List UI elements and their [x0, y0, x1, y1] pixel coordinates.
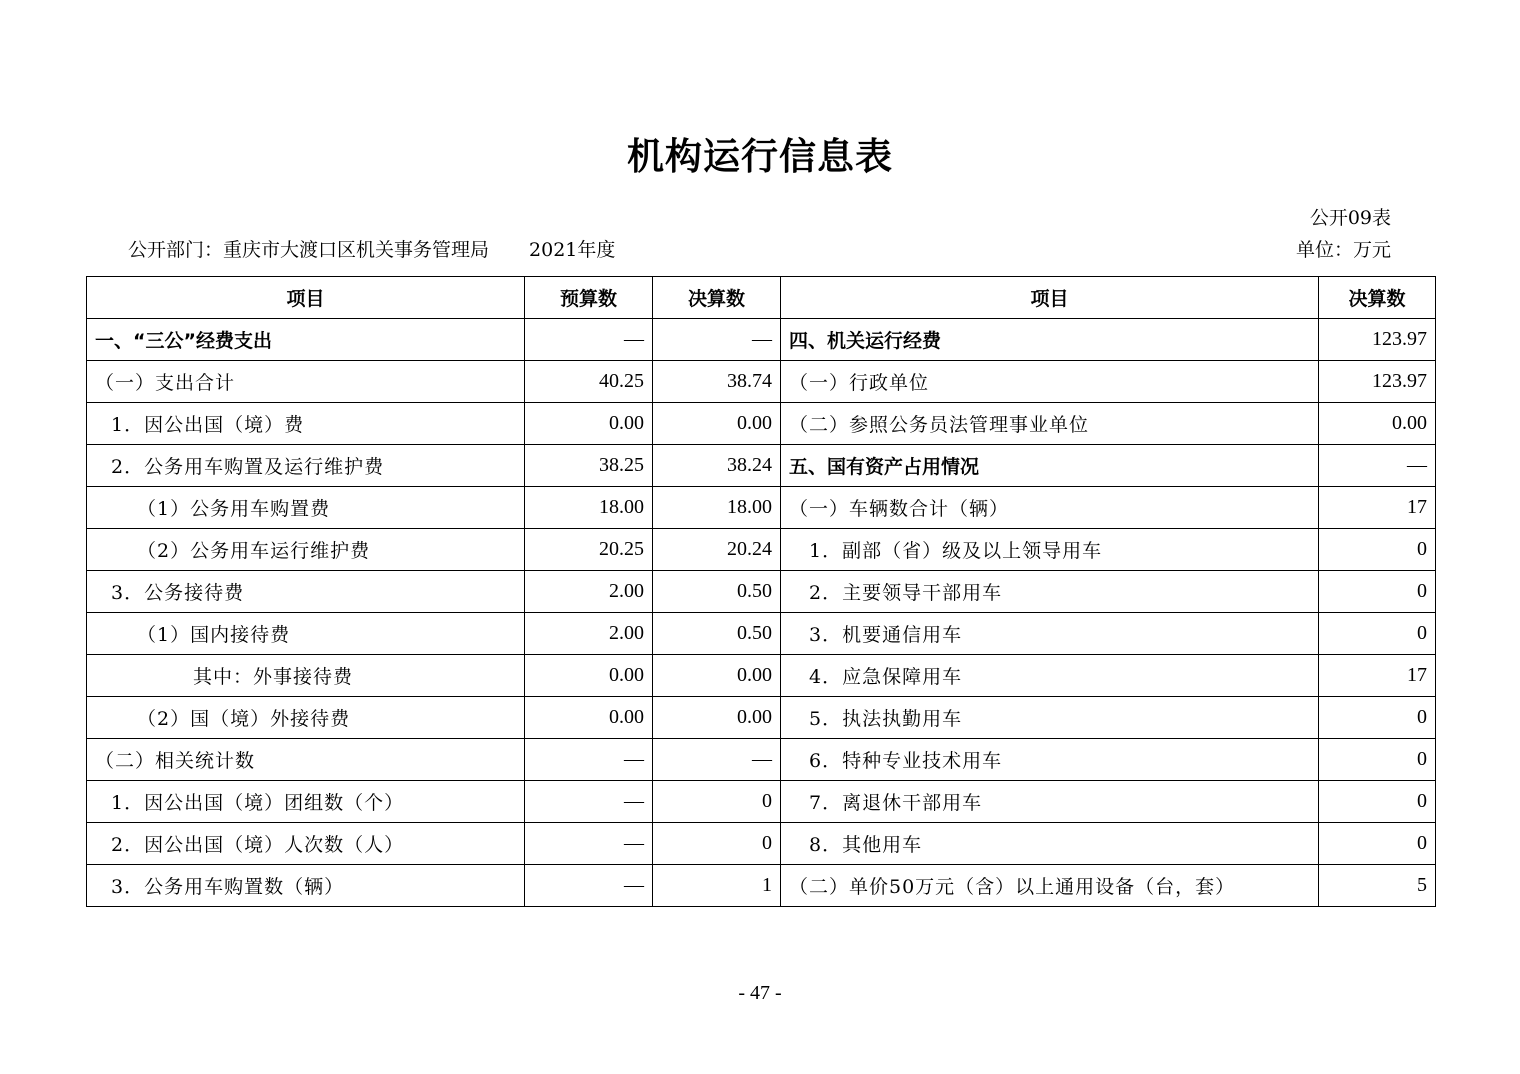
unit-label: 单位：万元 — [1295, 239, 1391, 261]
table-row — [87, 571, 1436, 613]
table-header-row — [87, 277, 1436, 319]
row-final: — — [653, 319, 781, 361]
table-row — [87, 361, 1436, 403]
row-final: 18.00 — [653, 487, 781, 529]
row-final: 38.24 — [653, 445, 781, 487]
fiscal-year: 2021年度 — [529, 239, 616, 261]
row-budget: 18.00 — [525, 487, 653, 529]
row-budget: — — [525, 823, 653, 865]
table-row — [87, 445, 1436, 487]
row-budget: 20.25 — [525, 529, 653, 571]
row-item-left: （2）国（境）外接待费 — [87, 697, 525, 739]
row-right-final: 0 — [1319, 697, 1436, 739]
table-row — [87, 781, 1436, 823]
row-item-right: 1．副部（省）级及以上领导用车 — [781, 529, 1319, 571]
table-row — [87, 529, 1436, 571]
row-item-left: 其中：外事接待费 — [87, 655, 525, 697]
row-right-final: 17 — [1319, 487, 1436, 529]
row-right-final: 123.97 — [1319, 319, 1436, 361]
row-final: 0 — [653, 823, 781, 865]
row-item-right: 5．执法执勤用车 — [781, 697, 1319, 739]
row-budget: — — [525, 319, 653, 361]
table-row — [87, 403, 1436, 445]
header-item-left: 项目 — [87, 277, 525, 319]
row-right-final: 0 — [1319, 781, 1436, 823]
row-item-right: （一）车辆数合计（辆） — [781, 487, 1319, 529]
header-item-right: 项目 — [781, 277, 1319, 319]
header-final: 决算数 — [653, 277, 781, 319]
table-row — [87, 319, 1436, 361]
row-budget: 0.00 — [525, 697, 653, 739]
row-item-right: （一）行政单位 — [781, 361, 1319, 403]
form-number: 公开09表 — [1309, 207, 1391, 229]
page-number: - 47 - — [738, 982, 782, 1004]
row-item-left: （1）国内接待费 — [87, 613, 525, 655]
row-budget: 2.00 — [525, 613, 653, 655]
row-item-right: 3．机要通信用车 — [781, 613, 1319, 655]
row-final: 0 — [653, 781, 781, 823]
row-item-right: 2．主要领导干部用车 — [781, 571, 1319, 613]
row-item-left: 2．公务用车购置及运行维护费 — [87, 445, 525, 487]
row-item-left: （二）相关统计数 — [87, 739, 525, 781]
row-item-left: （1）公务用车购置费 — [87, 487, 525, 529]
info-table — [86, 276, 1436, 907]
row-right-final: 0 — [1319, 823, 1436, 865]
row-right-final: — — [1319, 445, 1436, 487]
row-right-final: 0 — [1319, 613, 1436, 655]
row-final: 0.00 — [653, 403, 781, 445]
row-right-final: 17 — [1319, 655, 1436, 697]
row-item-left: 1．因公出国（境）费 — [87, 403, 525, 445]
department-name: 公开部门：重庆市大渡口区机关事务管理局 — [128, 239, 490, 261]
row-item-right: 4．应急保障用车 — [781, 655, 1319, 697]
row-item-right: 7．离退休干部用车 — [781, 781, 1319, 823]
row-budget: 2.00 — [525, 571, 653, 613]
row-right-final: 123.97 — [1319, 361, 1436, 403]
row-item-left: 2．因公出国（境）人次数（人） — [87, 823, 525, 865]
row-right-final: 0 — [1319, 571, 1436, 613]
row-item-left: （2）公务用车运行维护费 — [87, 529, 525, 571]
header-budget: 预算数 — [525, 277, 653, 319]
row-item-right: 8．其他用车 — [781, 823, 1319, 865]
row-item-right: 6．特种专业技术用车 — [781, 739, 1319, 781]
row-item-left: 3．公务用车购置数（辆） — [87, 865, 525, 907]
row-right-final: 0.00 — [1319, 403, 1436, 445]
row-budget: 0.00 — [525, 655, 653, 697]
row-budget: 38.25 — [525, 445, 653, 487]
table-row — [87, 697, 1436, 739]
row-budget: 0.00 — [525, 403, 653, 445]
row-final: 1 — [653, 865, 781, 907]
row-right-final: 0 — [1319, 529, 1436, 571]
row-right-final: 5 — [1319, 865, 1436, 907]
table-row — [87, 823, 1436, 865]
header-right-final: 决算数 — [1319, 277, 1436, 319]
row-item-left: 1．因公出国（境）团组数（个） — [87, 781, 525, 823]
row-final: 0.50 — [653, 613, 781, 655]
row-budget: — — [525, 865, 653, 907]
department-line — [128, 235, 615, 262]
row-item-left: 3．公务接待费 — [87, 571, 525, 613]
table-row — [87, 739, 1436, 781]
table-row — [87, 613, 1436, 655]
row-budget: — — [525, 781, 653, 823]
table-row — [87, 865, 1436, 907]
row-final: 0.50 — [653, 571, 781, 613]
row-final: — — [653, 739, 781, 781]
row-final: 0.00 — [653, 655, 781, 697]
row-right-final: 0 — [1319, 739, 1436, 781]
row-final: 38.74 — [653, 361, 781, 403]
row-final: 0.00 — [653, 697, 781, 739]
row-budget: 40.25 — [525, 361, 653, 403]
page-title: 机构运行信息表 — [627, 135, 893, 178]
row-item-right: （二）单价50万元（含）以上通用设备（台，套） — [781, 865, 1319, 907]
row-item-left: （一）支出合计 — [87, 361, 525, 403]
row-item-left: 一、“三公”经费支出 — [87, 319, 525, 361]
row-final: 20.24 — [653, 529, 781, 571]
table-row — [87, 487, 1436, 529]
row-item-right: 五、国有资产占用情况 — [781, 445, 1319, 487]
row-budget: — — [525, 739, 653, 781]
row-item-right: （二）参照公务员法管理事业单位 — [781, 403, 1319, 445]
table-row — [87, 655, 1436, 697]
row-item-right: 四、机关运行经费 — [781, 319, 1319, 361]
